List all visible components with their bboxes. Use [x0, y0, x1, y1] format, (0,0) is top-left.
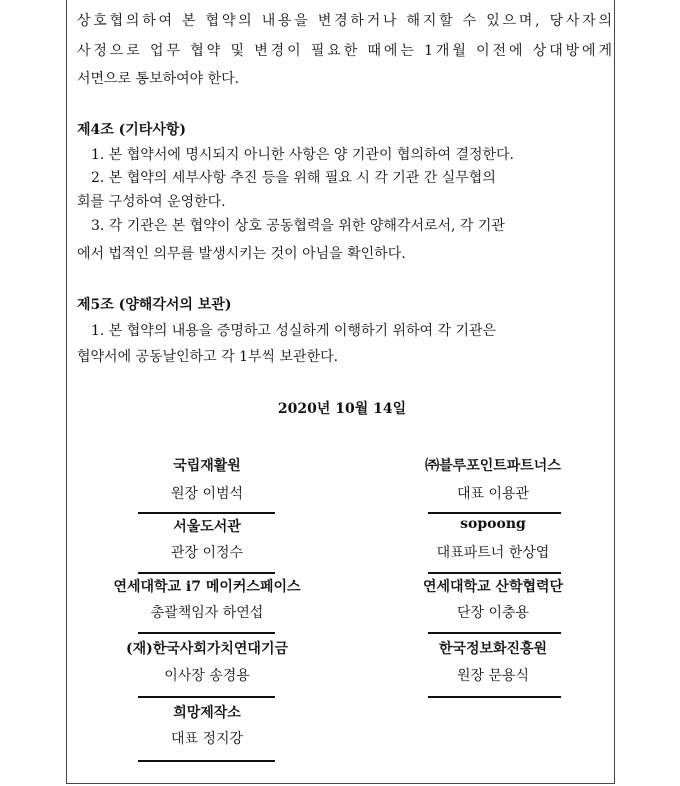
- signature-line-left-1: [138, 512, 275, 514]
- right-org-1: ㈜블루포인트파트너스: [425, 458, 561, 474]
- signature-line-left-2: [138, 572, 275, 574]
- signature-line-left-3: [138, 632, 275, 634]
- article5-item-1-cont: 협약서에 공동날인하고 각 1부씩 보관한다.: [77, 349, 339, 365]
- signature-line-right-2: [428, 572, 561, 574]
- intro-line-3: 서면으로 통보하여야 한다.: [77, 71, 240, 87]
- signature-line-right-1: [428, 512, 561, 514]
- agreement-date: 2020년 10월 14일: [277, 401, 407, 417]
- right-rep-1: 대표 이용관: [456, 486, 530, 502]
- left-rep-1: 원장 이범석: [170, 486, 244, 502]
- left-rep-4: 이사장 송경용: [164, 668, 250, 684]
- signature-line-left-4: [138, 696, 275, 698]
- left-rep-2: 관장 이정수: [170, 545, 244, 561]
- left-org-1: 국립재활원: [173, 458, 241, 474]
- signature-line-right-3: [428, 632, 561, 634]
- article4-item-3-cont: 에서 법적인 의무를 발생시키는 것이 아님을 확인하다.: [77, 246, 406, 262]
- right-rep-3: 단장 이충용: [456, 605, 530, 621]
- left-org-5: 희망제작소: [173, 705, 241, 721]
- left-rep-3: 총괄책임자 하연섭: [150, 605, 264, 621]
- right-org-4: 한국정보화진흥원: [438, 641, 548, 657]
- right-org-3: 연세대학교 산학협력단: [422, 579, 564, 595]
- intro-line-1: 상호협의하여 본 협약의 내용을 변경하거나 해지할 수 있으며, 당사자의: [77, 13, 615, 29]
- left-rep-5: 대표 정지강: [170, 731, 244, 747]
- signature-line-right-4: [428, 696, 561, 698]
- intro-line-2: 사정으로 업무 협약 및 변경이 필요한 때에는 1개월 이전에 상대방에게: [77, 43, 615, 59]
- article5-heading: 제5조 (양해각서의 보관): [77, 297, 232, 313]
- article4-heading: 제4조 (기타사항): [77, 122, 187, 138]
- right-rep-2: 대표파트너 한상엽: [436, 545, 550, 561]
- signature-line-left-5: [138, 760, 275, 762]
- article5-item-1: 1. 본 협약의 내용을 증명하고 성실하게 이행하기 위하여 각 기관은: [91, 323, 497, 339]
- left-org-2: 서울도서관: [173, 519, 241, 535]
- right-rep-4: 원장 문용식: [456, 668, 530, 684]
- right-org-2: sopoong: [460, 516, 526, 532]
- article4-item-2: 2. 본 협약의 세부사항 추진 등을 위해 필요 시 각 기관 간 실무협의: [91, 170, 496, 186]
- article4-item-2-cont: 회를 구성하여 운영한다.: [77, 194, 226, 210]
- article4-item-3: 3. 각 기관은 본 협약이 상호 공동협력을 위한 양해각서로서, 각 기관: [91, 218, 505, 234]
- left-org-4: (재)한국사회가치연대기금: [125, 641, 288, 657]
- article4-item-1: 1. 본 협약서에 명시되지 아니한 사항은 양 기관이 협의하여 결정한다.: [91, 147, 515, 163]
- left-org-3: 연세대학교 i7 메이커스페이스: [113, 579, 301, 595]
